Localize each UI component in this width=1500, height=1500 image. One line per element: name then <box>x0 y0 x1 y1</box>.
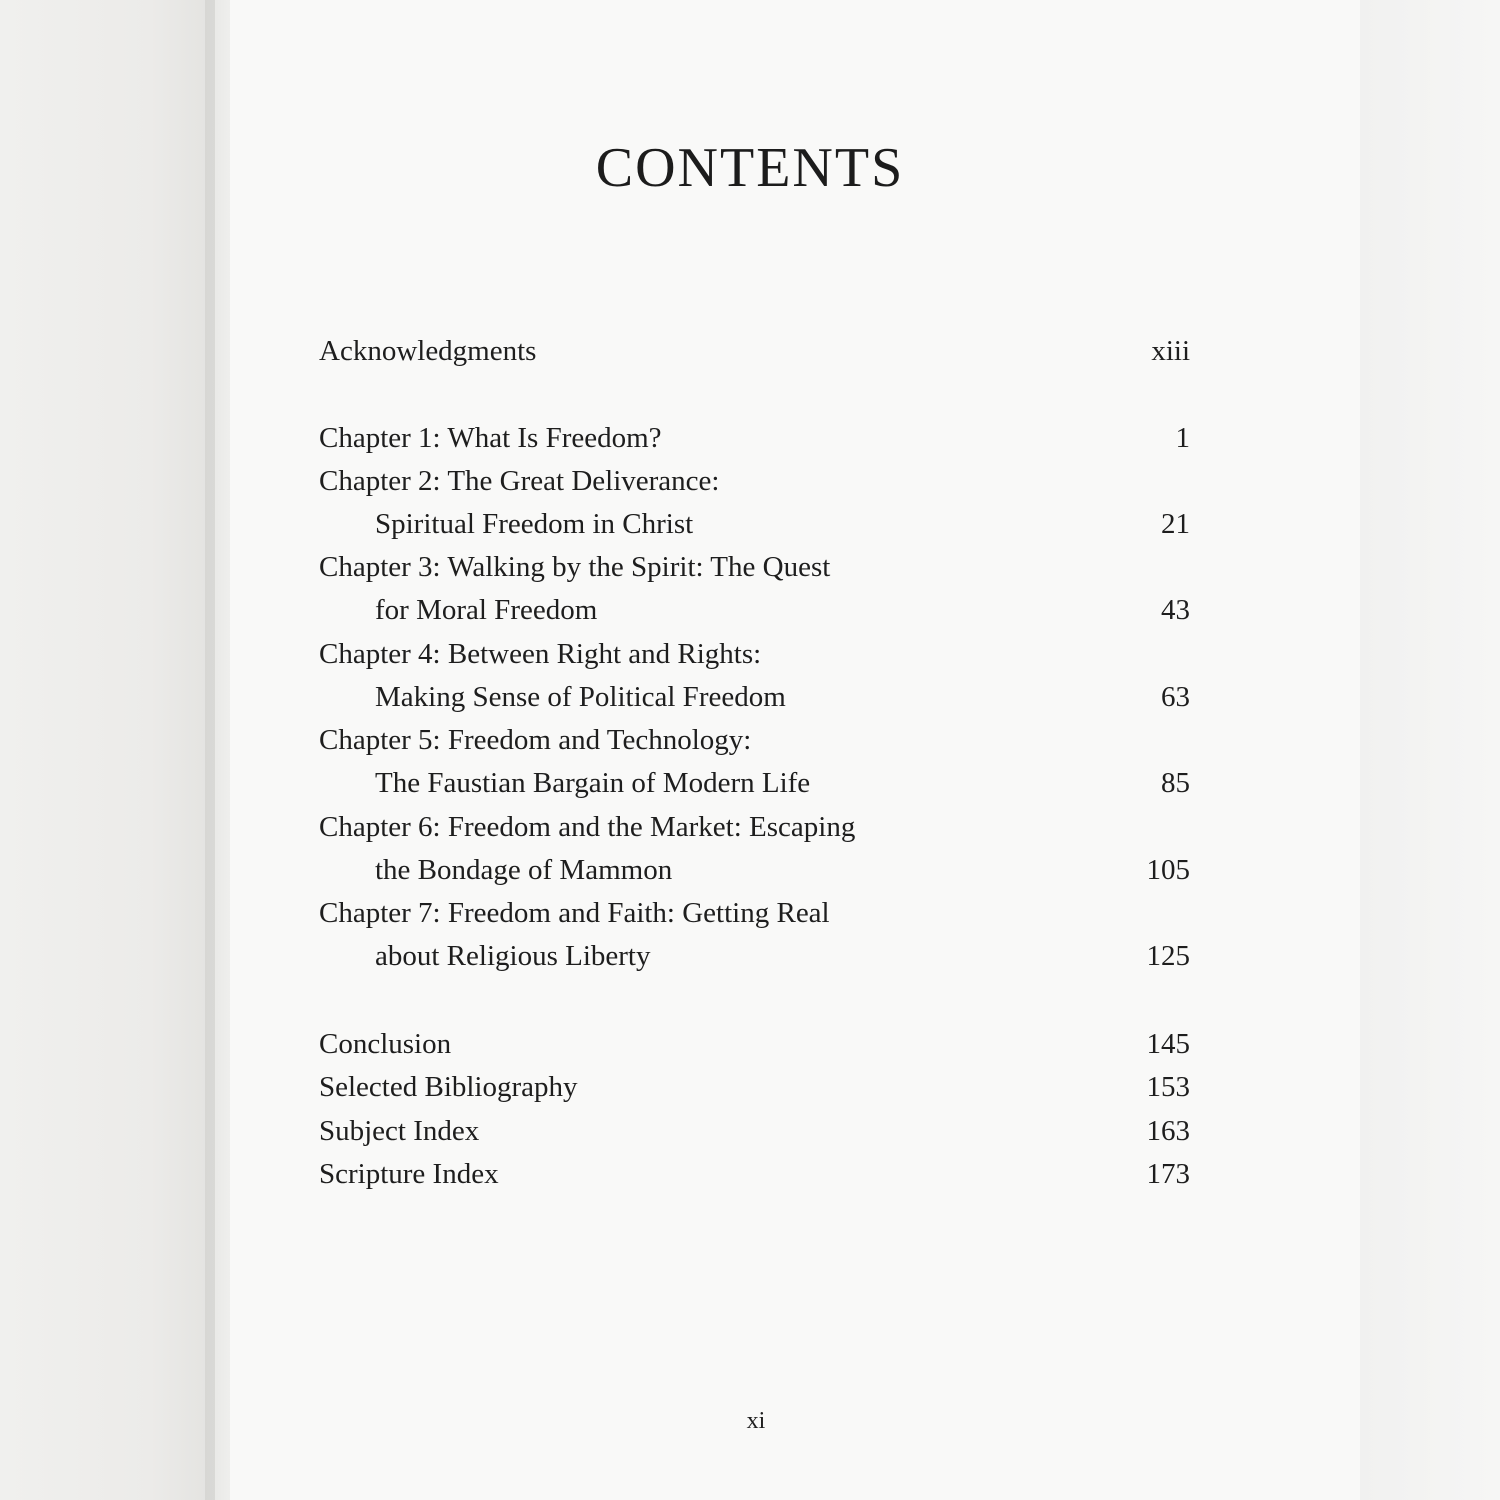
toc-entry-chapter-5 <box>319 723 1190 757</box>
toc-entry-scripture-index <box>319 1157 1190 1191</box>
toc-entry-bibliography <box>319 1070 1190 1104</box>
toc-entry-label: Chapter 6: Freedom and the Market: Escaping <box>319 811 856 843</box>
toc-entry-acknowledgments <box>319 334 1190 368</box>
toc-entry-chapter-2-continued <box>319 507 1190 541</box>
toc-entry-label: Chapter 5: Freedom and Technology: <box>319 724 752 756</box>
toc-entry-subject-index <box>319 1114 1190 1148</box>
toc-entry-label: Conclusion <box>319 1028 452 1060</box>
toc-entry-page: 1 <box>1175 422 1190 454</box>
toc-entry-label: the Bondage of Mammon <box>375 854 673 886</box>
toc-entry-label: Scripture Index <box>319 1158 499 1190</box>
toc-entry-page: xiii <box>1151 335 1190 367</box>
toc-entry-chapter-4 <box>319 637 1190 671</box>
toc-entry-chapter-6-continued <box>319 853 1190 887</box>
toc-entry-label: Selected Bibliography <box>319 1071 578 1103</box>
toc-entry-chapter-4-continued <box>319 680 1190 714</box>
toc-entry-label: Acknowledgments <box>319 335 537 367</box>
toc-entry-label: about Religious Liberty <box>375 940 651 972</box>
toc-entry-chapter-1 <box>319 421 1190 455</box>
toc-entry-label: The Faustian Bargain of Modern Life <box>375 767 811 799</box>
toc-entry-label: Chapter 3: Walking by the Spirit: The Quest <box>319 551 831 583</box>
toc-entry-label: Chapter 4: Between Right and Rights: <box>319 638 762 670</box>
toc-entry-label: Chapter 1: What Is Freedom? <box>319 422 662 454</box>
toc-entry-page: 43 <box>1161 594 1190 626</box>
toc-entry-page: 63 <box>1161 681 1190 713</box>
toc-entry-label: Spiritual Freedom in Christ <box>375 508 694 540</box>
page-title: CONTENTS <box>595 137 905 199</box>
toc-entry-page: 21 <box>1161 508 1190 540</box>
toc-entry-chapter-7-continued <box>319 939 1190 973</box>
toc-entry-page: 85 <box>1161 767 1190 799</box>
toc-entry-page: 153 <box>1146 1071 1190 1103</box>
facing-page <box>0 0 215 1500</box>
toc-entry-chapter-6 <box>319 810 1190 844</box>
toc-entry-label: Chapter 7: Freedom and Faith: Getting Real <box>319 897 830 929</box>
toc-entry-page: 105 <box>1146 854 1190 886</box>
page-edge <box>1360 0 1500 1500</box>
toc-entry-chapter-3 <box>319 550 1190 584</box>
toc-entry-chapter-5-continued <box>319 766 1190 800</box>
toc-entry-chapter-3-continued <box>319 593 1190 627</box>
toc-entry-chapter-7 <box>319 896 1190 930</box>
toc-entry-label: Chapter 2: The Great Deliverance: <box>319 465 720 497</box>
toc-entry-label: for Moral Freedom <box>375 594 598 626</box>
page-number: xi <box>746 1408 766 1434</box>
toc-entry-page: 125 <box>1146 940 1190 972</box>
toc-entry-conclusion <box>319 1027 1190 1061</box>
toc-entry-chapter-2 <box>319 464 1190 498</box>
toc-entry-page: 163 <box>1146 1115 1190 1147</box>
toc-entry-page: 145 <box>1146 1028 1190 1060</box>
toc-entry-label: Subject Index <box>319 1115 480 1147</box>
toc-entry-page: 173 <box>1146 1158 1190 1190</box>
toc-entry-label: Making Sense of Political Freedom <box>375 681 786 713</box>
